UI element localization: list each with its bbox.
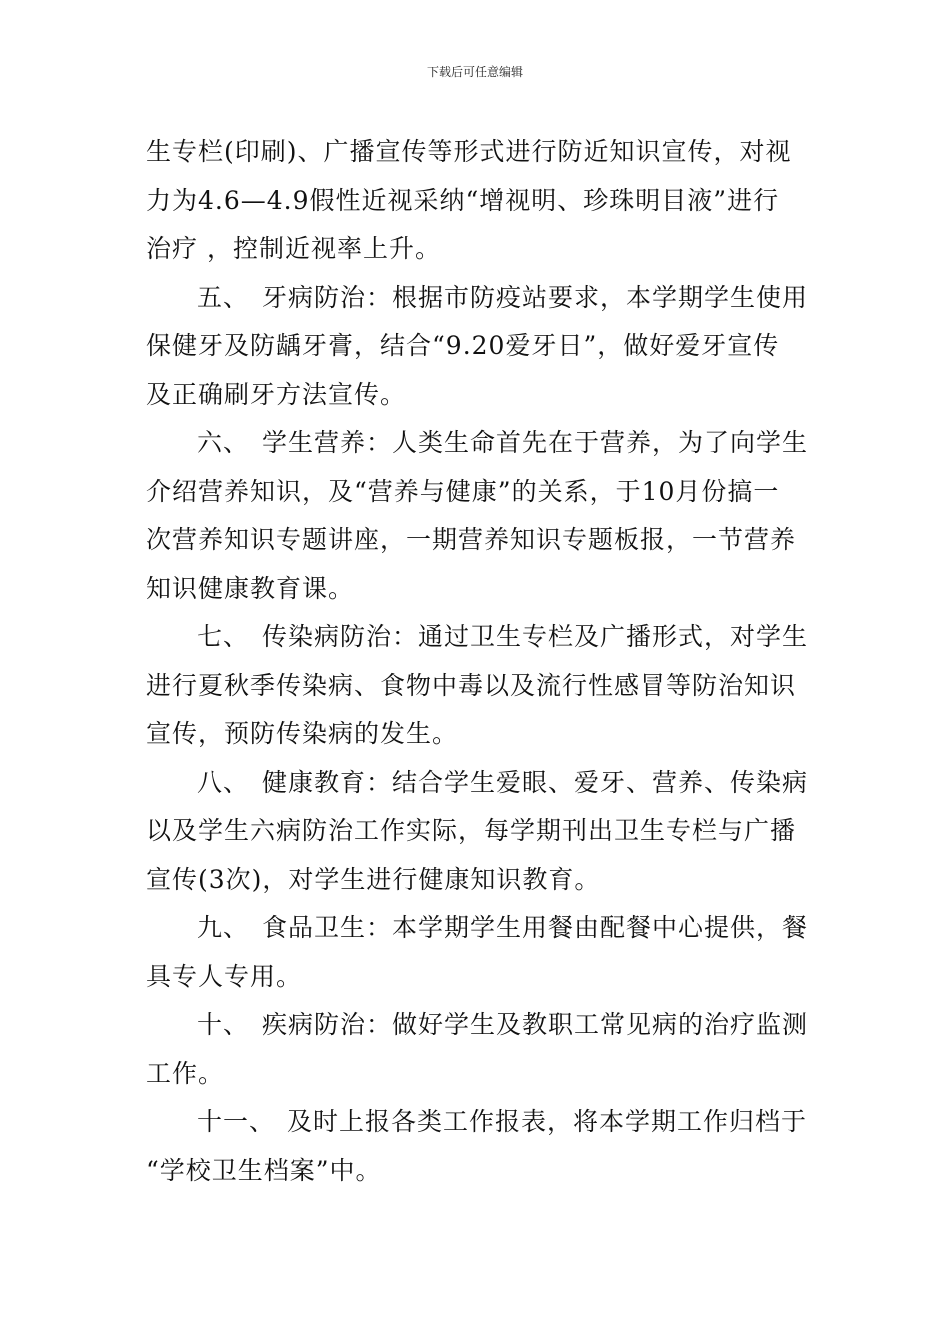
text-line <box>146 759 810 808</box>
section-number: 十、 <box>197 1010 250 1039</box>
text-line-body: 健康教育：结合学生爱眼、爱牙、营养、传染病 <box>262 767 809 797</box>
text-line <box>146 1098 810 1147</box>
text-line: 宣传(3次)，对学生进行健康知识教育。 <box>146 864 601 894</box>
text-line: 宣传，预防传染病的发生。 <box>146 719 459 748</box>
paragraph-nutrition <box>146 419 810 613</box>
text-line: 知识健康教育课。 <box>146 573 355 603</box>
text-line: 及正确刷牙方法宣传。 <box>146 379 407 409</box>
text-line: 进行夏秋季传染病、食物中毒以及流行性感冒等防治知识 <box>146 670 797 700</box>
paragraph-vision-continuation <box>146 128 810 274</box>
text-line: 工作。 <box>146 1058 225 1088</box>
text-line <box>146 419 810 468</box>
text-line-body: 学生营养：人类生命首先在于营养，为了向学生 <box>262 428 809 457</box>
text-line <box>146 1001 810 1050</box>
text-line: 具专人专用。 <box>146 961 303 991</box>
text-line: 以及学生六病防治工作实际，每学期刊出卫生专栏与广播 <box>146 816 797 845</box>
text-line: 力为4.6—4.9假性近视采纳“增视明、珍珠明目液”进行 <box>146 185 780 215</box>
text-line-body: 食品卫生：本学期学生用餐由配餐中心提供，餐 <box>262 913 809 942</box>
text-line <box>146 613 810 662</box>
section-number: 十一、 <box>197 1107 276 1136</box>
text-line: 介绍营养知识，及“营养与健康”的关系，于10月份搞一 <box>146 476 780 506</box>
section-number: 七、 <box>197 622 250 651</box>
page-header-note: 下载后可任意编辑 <box>426 65 523 79</box>
text-line-body: 及时上报各类工作报表，将本学期工作归档于 <box>287 1107 808 1136</box>
text-line <box>146 274 810 323</box>
text-line: 治疗 ，控制近视率上升。 <box>146 234 441 263</box>
text-line-body: 传染病防治：通过卫生专栏及广播形式，对学生 <box>262 622 809 651</box>
section-number: 八、 <box>197 767 250 797</box>
text-line: 次营养知识专题讲座，一期营养知识专题板报，一节营养 <box>146 525 797 554</box>
text-line-body: 牙病防治：根据市防疫站要求，本学期学生使用 <box>262 282 809 312</box>
document-body <box>146 128 810 1195</box>
paragraph-disease-prevention <box>146 1001 810 1098</box>
paragraph-infectious-disease <box>146 613 810 759</box>
section-number: 九、 <box>197 913 250 942</box>
section-number: 五、 <box>197 282 250 312</box>
text-line <box>146 904 810 953</box>
text-line: 生专栏(印刷)、广播宣传等形式进行防近知识宣传，对视 <box>146 137 792 166</box>
text-line: “学校卫生档案”中。 <box>146 1155 382 1185</box>
text-line: 保健牙及防龋牙膏，结合“9.20爱牙日”，做好爱牙宣传 <box>146 331 780 360</box>
text-line-body: 疾病防治：做好学生及教职工常见病的治疗监测 <box>262 1010 809 1039</box>
paragraph-dental <box>146 274 810 420</box>
paragraph-reporting <box>146 1098 810 1195</box>
paragraph-health-education <box>146 759 810 905</box>
section-number: 六、 <box>197 428 250 457</box>
paragraph-food-hygiene <box>146 904 810 1001</box>
